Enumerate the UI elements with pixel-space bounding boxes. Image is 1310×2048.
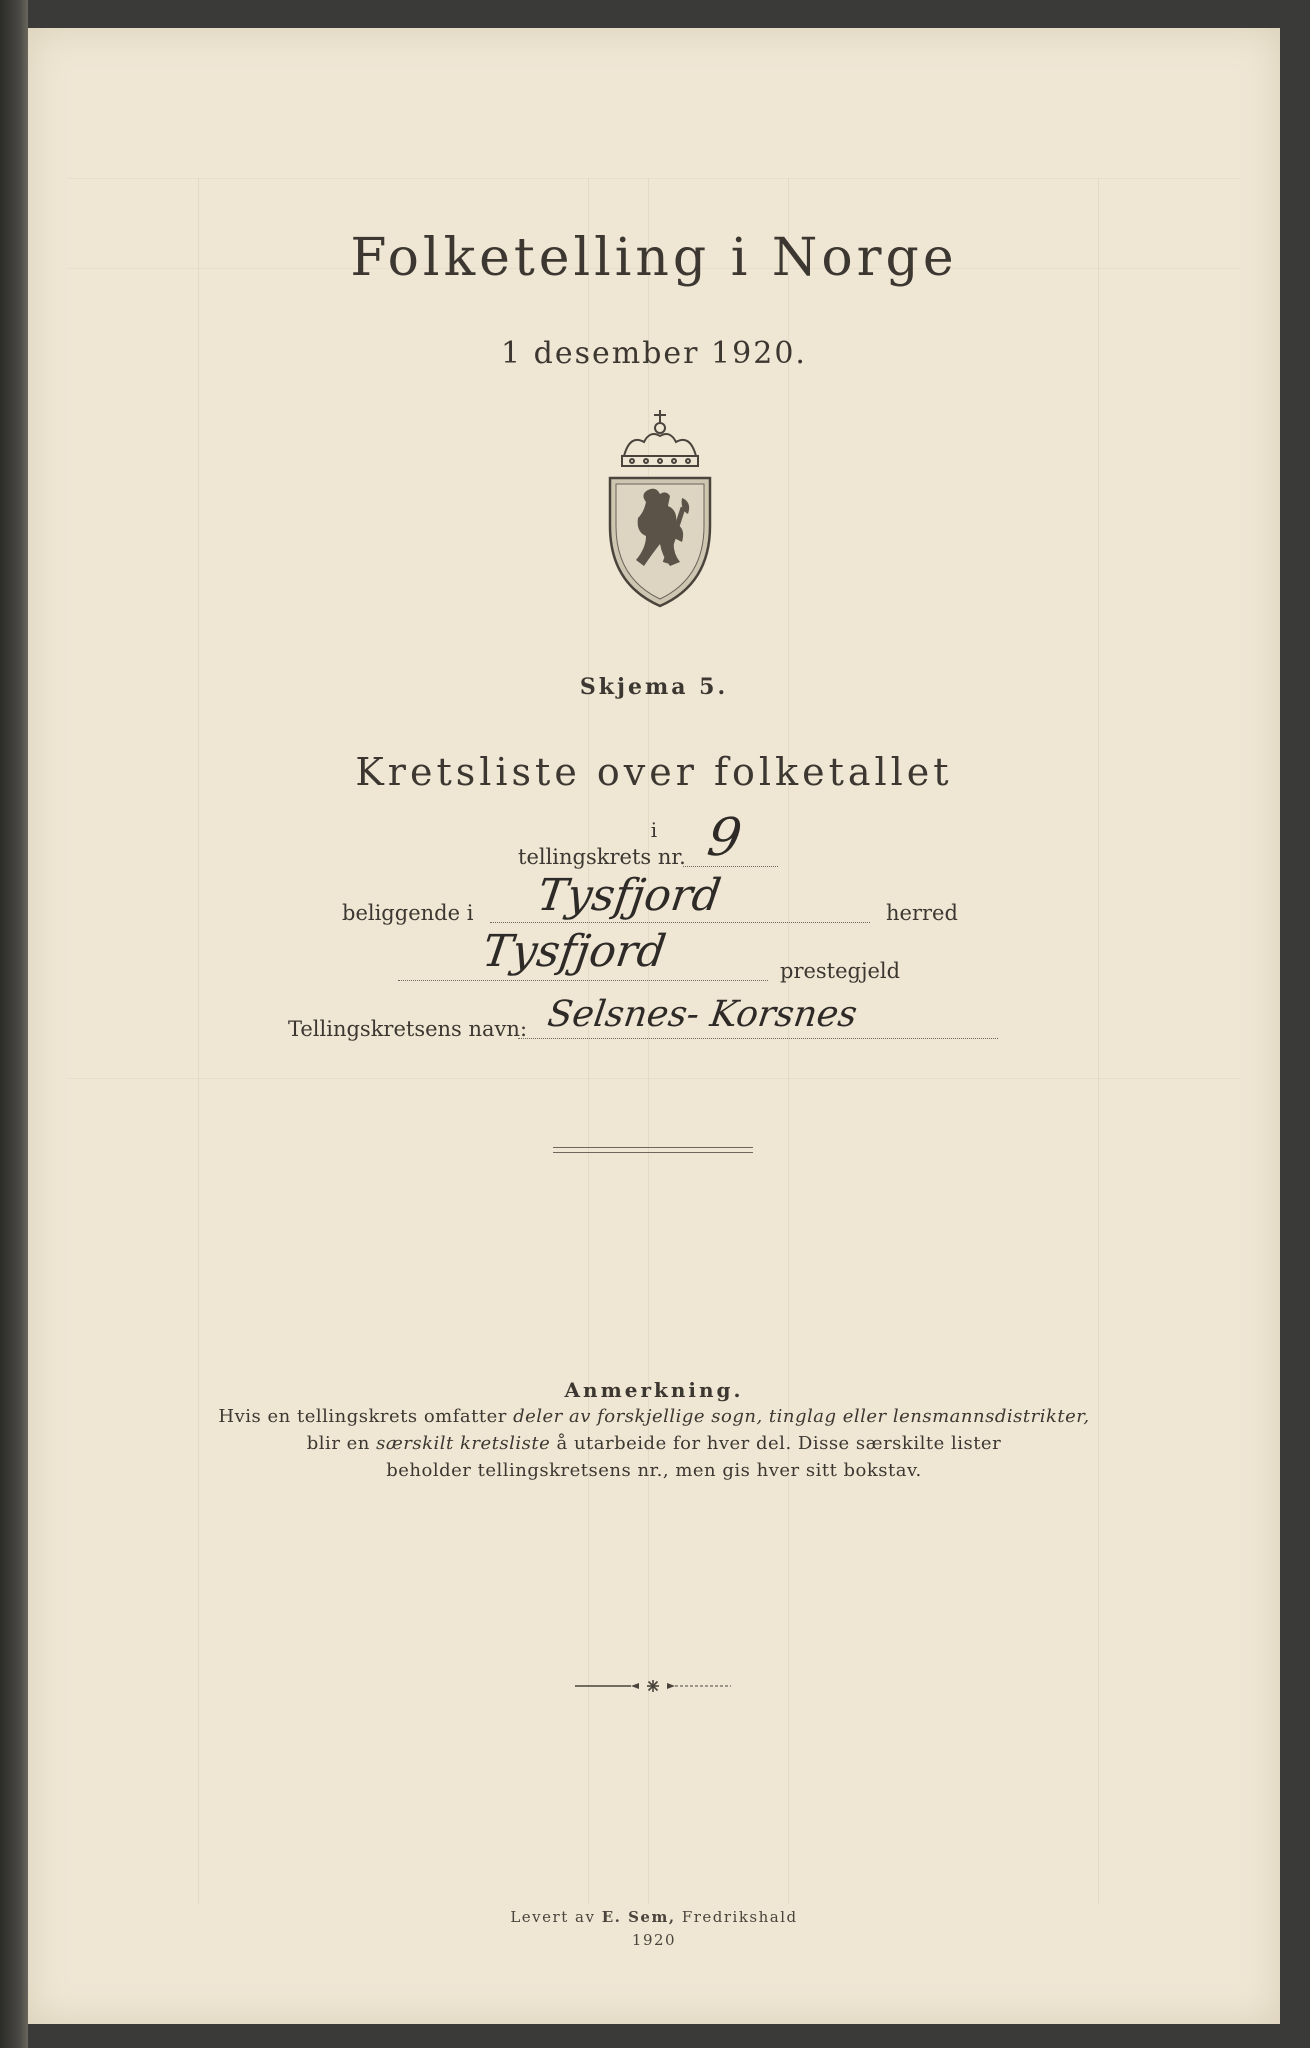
divider-rule-top <box>553 1147 753 1148</box>
schema-number: Skjema 5. <box>579 674 729 700</box>
anmerkning-line-2: blir en særskilt kretsliste å utarbeide for hver del. Disse særskilte lister <box>306 1433 1002 1454</box>
printer-credit: Levert av E. Sem, Fredrikshald <box>510 1908 798 1926</box>
anmerkning-line-3: beholder tellingskretsens nr., men gis hver sitt bokstav. <box>386 1460 922 1481</box>
prestegjeld-value: Tysfjord <box>479 926 669 977</box>
beliggende-label: beliggende i <box>342 901 474 925</box>
divider-rule-bottom <box>553 1152 753 1153</box>
anmerkning-line-1: Hvis en tellingskrets omfatter deler av forskjellige sogn, tinglag eller lensmannsdistrikter, <box>218 1406 1090 1427</box>
prestegjeld-line <box>398 980 768 981</box>
connector-word: i <box>650 818 658 842</box>
page-title: Folketelling i Norge <box>350 228 958 288</box>
kretsnavn-value: Selsnes- Korsnes <box>545 994 860 1035</box>
prestegjeld-label: prestegjeld <box>780 959 901 983</box>
census-form-page <box>28 28 1280 2024</box>
tellingskrets-value: 9 <box>703 808 746 868</box>
ornament-divider-icon <box>573 1679 733 1693</box>
census-date: 1 desember 1920. <box>501 336 807 371</box>
printer-year: 1920 <box>631 1931 677 1949</box>
herred-label: herred <box>886 901 958 925</box>
kretsnavn-label: Tellingskretsens navn: <box>288 1017 528 1041</box>
coat-of-arms-icon <box>600 406 720 612</box>
tellingskrets-label: tellingskrets nr. <box>518 845 686 869</box>
herred-value: Tysfjord <box>534 870 724 921</box>
herred-line <box>490 922 870 923</box>
anmerkning-heading: Anmerkning. <box>564 1378 744 1402</box>
form-subtitle: Kretsliste over folketallet <box>355 750 953 794</box>
scan-edge <box>0 0 28 2048</box>
kretsnavn-line <box>518 1038 998 1039</box>
